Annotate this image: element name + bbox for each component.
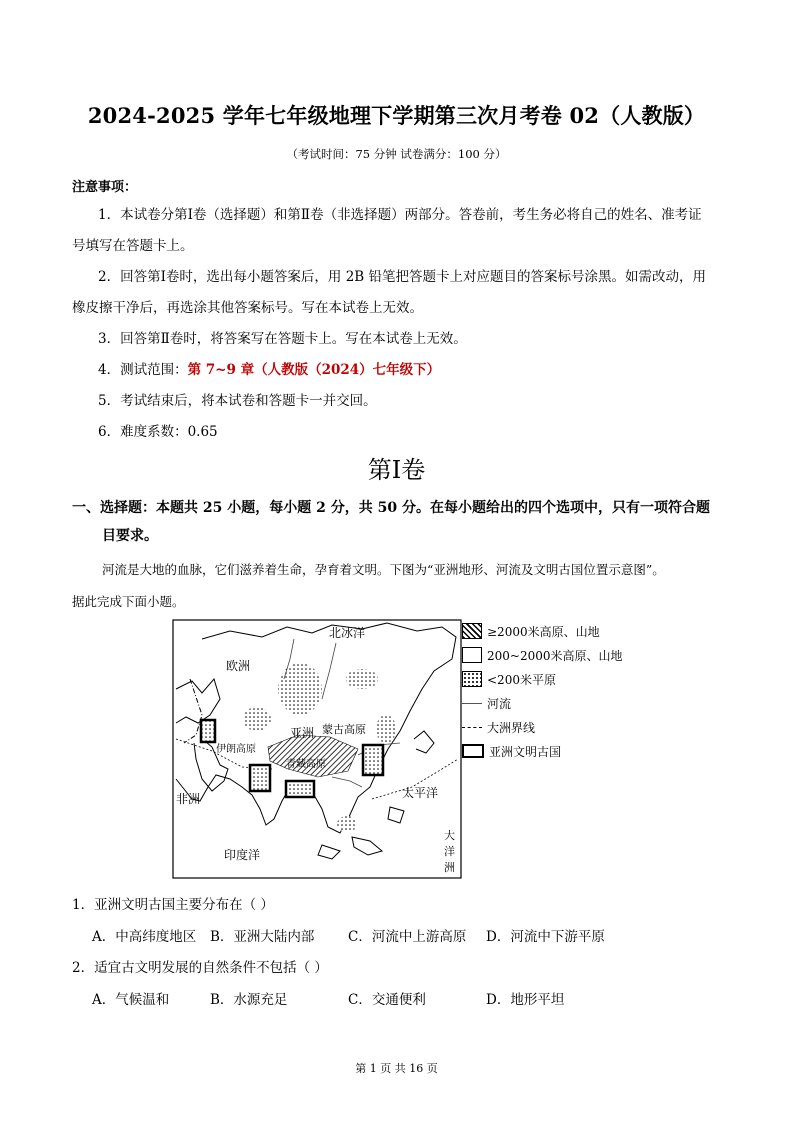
intro-line: 据此完成下面小题。: [72, 594, 185, 609]
section-heading-line: 一、选择题：本题共 25 小题，每小题 2 分，共 50 分。在每小题给出的四个选项中，只有一项符合题: [72, 500, 710, 516]
option-c[interactable]: C．交通便利: [348, 992, 426, 1008]
legend-label: 亚洲文明古国: [489, 744, 562, 759]
label-arctic: 北冰洋: [329, 626, 366, 640]
question-intro: [72, 554, 724, 618]
option-a[interactable]: A．气候温和: [92, 992, 170, 1008]
notice-line: 号填写在答题卡上。: [72, 238, 194, 254]
legend-item: [462, 619, 652, 643]
option-a[interactable]: A．中高纬度地区: [92, 929, 197, 945]
notice-item-2: [72, 262, 724, 324]
legend-item: [462, 667, 652, 691]
notice-item-5: [72, 386, 724, 417]
label-africa: 非洲: [176, 792, 201, 806]
asia-map: [172, 619, 462, 879]
section-heading-line: 目要求。: [102, 528, 158, 544]
border-swatch: [462, 727, 482, 728]
legend-item: [462, 739, 652, 763]
section-title: 第Ⅰ卷: [367, 456, 426, 484]
plain-area: [243, 707, 271, 731]
notice-line: 6．难度系数：0.65: [98, 424, 218, 440]
legend-item: [462, 643, 652, 667]
option-d[interactable]: D．地形平坦: [486, 992, 565, 1008]
option-b[interactable]: B．水源充足: [210, 992, 288, 1008]
hatch-swatch: [462, 623, 482, 639]
label-tibet: 青藏高原: [286, 759, 326, 770]
option-c[interactable]: C．河流中上游高原: [348, 929, 467, 945]
legend-label: 大洲界线: [487, 720, 536, 735]
scope-label: 4．测试范围：: [98, 362, 188, 378]
label-pacific-right: 大: [444, 829, 455, 842]
legend-label: <200米平原: [487, 672, 556, 687]
civ-swatch: [462, 744, 484, 758]
plain-area: [278, 663, 322, 715]
notice-item-3: [72, 324, 724, 355]
exam-info: （考试时间：75 分钟 试卷满分：100 分）: [286, 147, 507, 161]
dots-swatch: [462, 671, 482, 687]
civ-box-indus: [250, 765, 270, 791]
page-title: 2024-2025 学年七年级地理下学期第三次月考卷 02（人教版）: [87, 103, 706, 128]
label-europe: 欧洲: [226, 659, 251, 673]
notice-line: [72, 355, 724, 386]
legend-label: 200~2000米高原、山地: [487, 648, 623, 663]
intro-line: 河流是大地的血脉，它们滋养着生命，孕育着文明。下图为“亚洲地形、河流及文明古国位置示意图”。: [102, 562, 665, 577]
scope-value: 第 7~9 章（人教版（2024）七年级下）: [187, 362, 441, 378]
asia-map-figure: [172, 619, 462, 879]
river-swatch: [462, 703, 482, 704]
legend-label: ≥2000米高原、山地: [487, 624, 600, 639]
civ-box-china: [363, 745, 383, 775]
legend-item: [462, 715, 652, 739]
section-heading: [72, 494, 724, 550]
option-b[interactable]: B．亚洲大陆内部: [210, 929, 315, 945]
notice-line: 2．回答第Ⅰ卷时，选出每小题答案后，用 2B 铅笔把答题卡上对应题目的答案标号涂黑。如需改动，用: [98, 269, 707, 285]
notice-line: 3．回答第Ⅱ卷时，将答案写在答题卡上。写在本试卷上无效。: [98, 331, 467, 347]
notice-line: 橡皮擦干净后，再选涂其他答案标号。写在本试卷上无效。: [72, 300, 423, 316]
civ-box-mesopotamia: [201, 720, 215, 742]
question-1: 1．亚洲文明古国主要分布在（ ）: [72, 897, 274, 913]
notice-item-6: [72, 417, 724, 448]
plain-swatch: [462, 647, 482, 663]
map-legend: [462, 619, 652, 763]
question-1-options: [92, 925, 732, 945]
option-d[interactable]: D．河流中下游平原: [486, 929, 605, 945]
label-pacific-right: 洲: [444, 861, 455, 874]
label-mongolia: 蒙古高原: [322, 723, 366, 736]
label-pacific-right: 洋: [444, 845, 455, 858]
notice-item-4: [72, 355, 724, 386]
notice-line: 1．本试卷分第Ⅰ卷（选择题）和第Ⅱ卷（非选择题）两部分。答卷前，考生务必将自己的姓名、准考证: [98, 207, 702, 223]
label-pacific: 太平洋: [402, 786, 439, 800]
question-2: 2．适宜古文明发展的自然条件不包括（ ）: [72, 960, 328, 976]
notice-heading: 注意事项：: [72, 180, 138, 195]
label-indian: 印度洋: [224, 848, 261, 862]
legend-item: [462, 691, 652, 715]
notice-line: 5．考试结束后，将本试卷和答题卡一并交回。: [98, 393, 377, 409]
plain-area: [376, 715, 396, 743]
plain-area: [337, 816, 357, 832]
plain-area: [346, 669, 378, 689]
civ-box-ganges: [286, 781, 314, 797]
question-2-options: [92, 988, 732, 1008]
page-number: 第 1 页 共 16 页: [355, 1062, 438, 1075]
label-asia: 亚洲: [290, 726, 315, 740]
legend-label: 河流: [487, 696, 512, 711]
label-iran: 伊朗高原: [216, 744, 256, 755]
notice-item-1: [72, 200, 724, 262]
